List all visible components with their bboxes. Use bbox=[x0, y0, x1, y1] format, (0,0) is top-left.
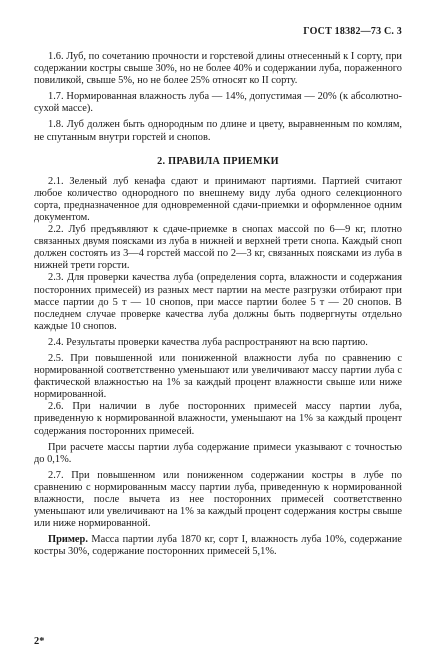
example-paragraph bbox=[34, 534, 402, 558]
paragraph-2-6: 2.6. При наличии в лубе посторонних примесей массу партии луба, приведенную к нормированной влажности, уменьшают на 1% за каждый процент содержания посторонних примесей. bbox=[34, 401, 402, 437]
page-header: ГОСТ 18382—73 С. 3 bbox=[303, 26, 402, 37]
paragraph-2-5: 2.5. При повышенной или пониженной влажности луба по сравнению с нормированной соответственно уменьшают или увеличивают массу партии луба с фактической влажностью на 1% за каждый процент влажности свыше или ниже нормированной. bbox=[34, 352, 402, 401]
paragraph-2-6-note: При расчете массы партии луба содержание примеси указывают с точностью до 0,1%. bbox=[34, 441, 402, 465]
paragraph-2-7: 2.7. При повышенном или пониженном содержании костры в лубе по сравнению с нормированным массу партии луба, приведенную к нормированной влажности, после вычета из нее посторонних примесей соответственно уменьшают или увеличивают на 1% за каждый процент содержания костры свыше или ниже нормированной. bbox=[34, 469, 402, 530]
example-label: Пример. bbox=[48, 534, 88, 546]
section-title: 2. ПРАВИЛА ПРИЕМКИ bbox=[157, 155, 279, 167]
paragraph-2-2: 2.2. Луб предъявляют к сдаче-приемке в снопах массой по 6—9 кг, плотно связанных двумя поясками из луба в нижней и верхней трети снопа. Каждый сноп должен состоять из 3—4 горстей массой по 2—3 кг, связанных поясками из луба в нижней трети горсти. bbox=[34, 224, 402, 272]
paragraph-1-7: 1.7. Нормированная влажность луба — 14%, допустимая — 20% (к абсолютно-сухой массе). bbox=[34, 91, 402, 115]
paragraph-2-3: 2.3. Для проверки качества луба (определения сорта, влажности и содержания посторонних примесей) из разных мест партии на месте разгрузки отбирают при массе партии до 5 т — 10 снопов, при массе партии более 5 т — 20 снопов. В последнем случае проверке качества луба должны быть подвергнуты отдельно каждые 10 снопов. bbox=[34, 272, 402, 332]
paragraph-2-4: 2.4. Результаты проверки качества луба распространяют на всю партию. bbox=[48, 336, 368, 348]
example-text: Масса партии луба 1870 кг, сорт I, влажность луба 10%, содержание костры 30%, содержание посторонних примесей 5,1%. bbox=[34, 534, 402, 558]
page-mark: 2* bbox=[34, 636, 45, 647]
paragraph-1-8: 1.8. Луб должен быть однородным по длине и цвету, выравненным по комлям, не спутанным внутри горстей и снопов. bbox=[34, 119, 402, 143]
paragraph-1-6: 1.6. Луб, по сочетанию прочности и горстевой длины отнесенный к I сорту, при содержании костры свыше 30%, но не более 40% и содержании луба, пораженного повиликой, свыше 5%, но не более 25% относят ко II сорту. bbox=[34, 51, 402, 87]
paragraph-2-1: 2.1. Зеленый луб кенафа сдают и принимают партиями. Партией считают любое количество однородного по внешнему виду луба одного селекционного сорта, предназначенное для одновременной сдачи-приемки и оформленное одним документом. bbox=[34, 175, 402, 223]
